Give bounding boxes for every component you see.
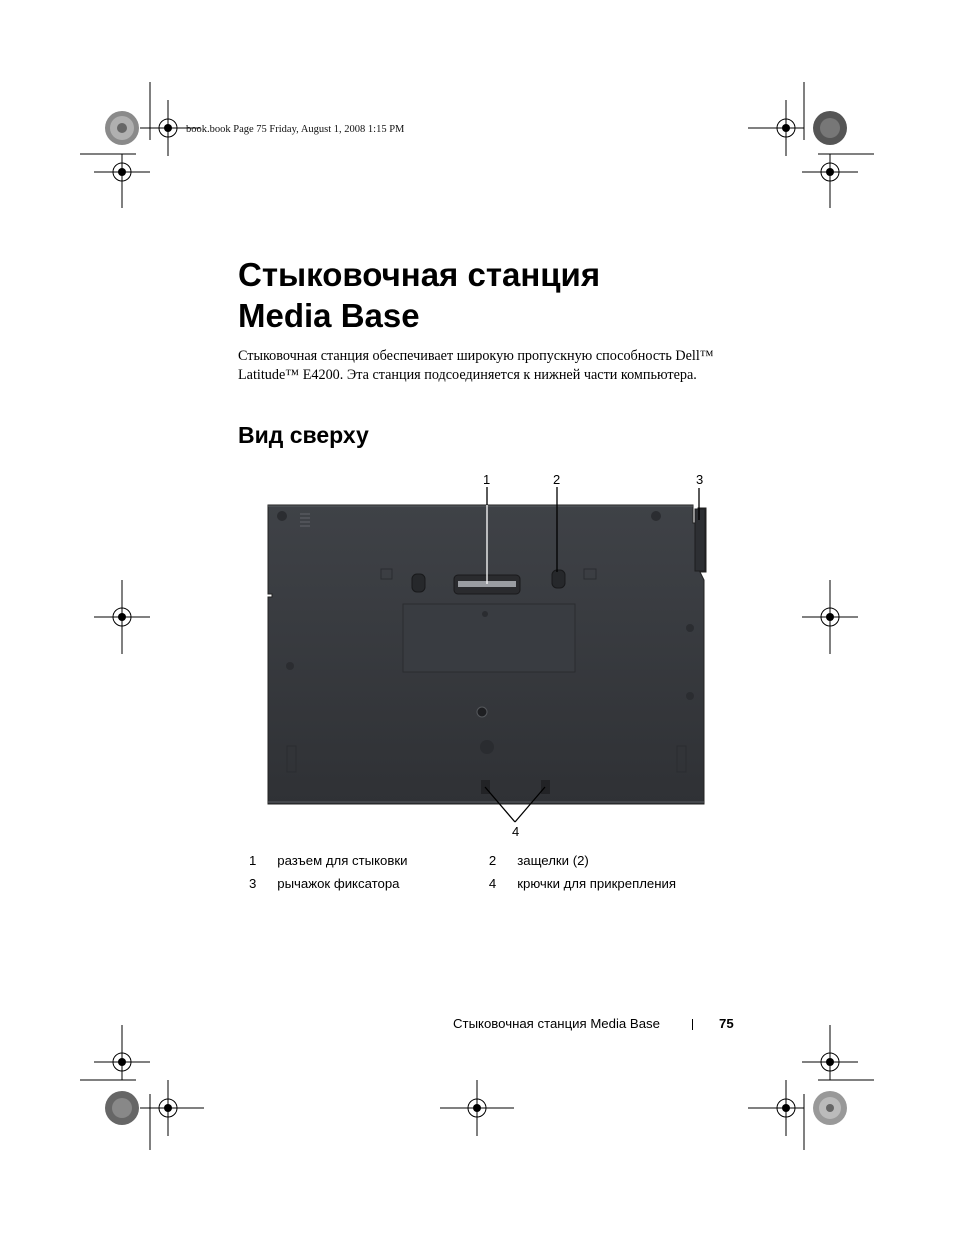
callout-2: 2 [553, 472, 561, 487]
callout-3: 3 [696, 472, 704, 487]
intro-paragraph: Стыковочная станция обеспечивает широкую пропускную способность Dell™ Latitude™ E4200. Эта станция подсоединяется к нижней части компьютера. [238, 348, 714, 383]
legend-label: разъем для стыковки [277, 853, 408, 868]
hook-right [541, 780, 550, 794]
print-info-header: book.book Page 75 Friday, August 1, 2008 1:15 PM [186, 124, 405, 135]
page-title-line-2: Media Base [238, 297, 420, 334]
legend-row [240, 876, 720, 899]
release-lever [695, 509, 705, 571]
section-heading: Вид сверху [238, 422, 369, 448]
callout-4: 4 [512, 824, 520, 839]
legend-number: 4 [488, 876, 497, 891]
legend-number: 2 [488, 853, 497, 868]
legend-label: рычажок фиксатора [277, 876, 400, 891]
callout-1: 1 [483, 472, 491, 487]
footer-chapter-title: Стыковочная станция Media Base [453, 1016, 660, 1031]
legend-number: 3 [248, 876, 257, 891]
legend-number: 1 [248, 853, 257, 868]
latch-left [412, 574, 425, 592]
compartment-cover [403, 604, 575, 672]
page-title-line-1: Стыковочная станция [238, 256, 601, 293]
legend-label: крючки для прикрепления [517, 876, 677, 891]
latch-right [552, 570, 565, 588]
legend-label: защелки (2) [517, 853, 589, 868]
page-number: 75 [719, 1016, 734, 1031]
footer-separator [692, 1019, 693, 1030]
figure-legend [240, 853, 720, 899]
legend-row [240, 853, 720, 876]
